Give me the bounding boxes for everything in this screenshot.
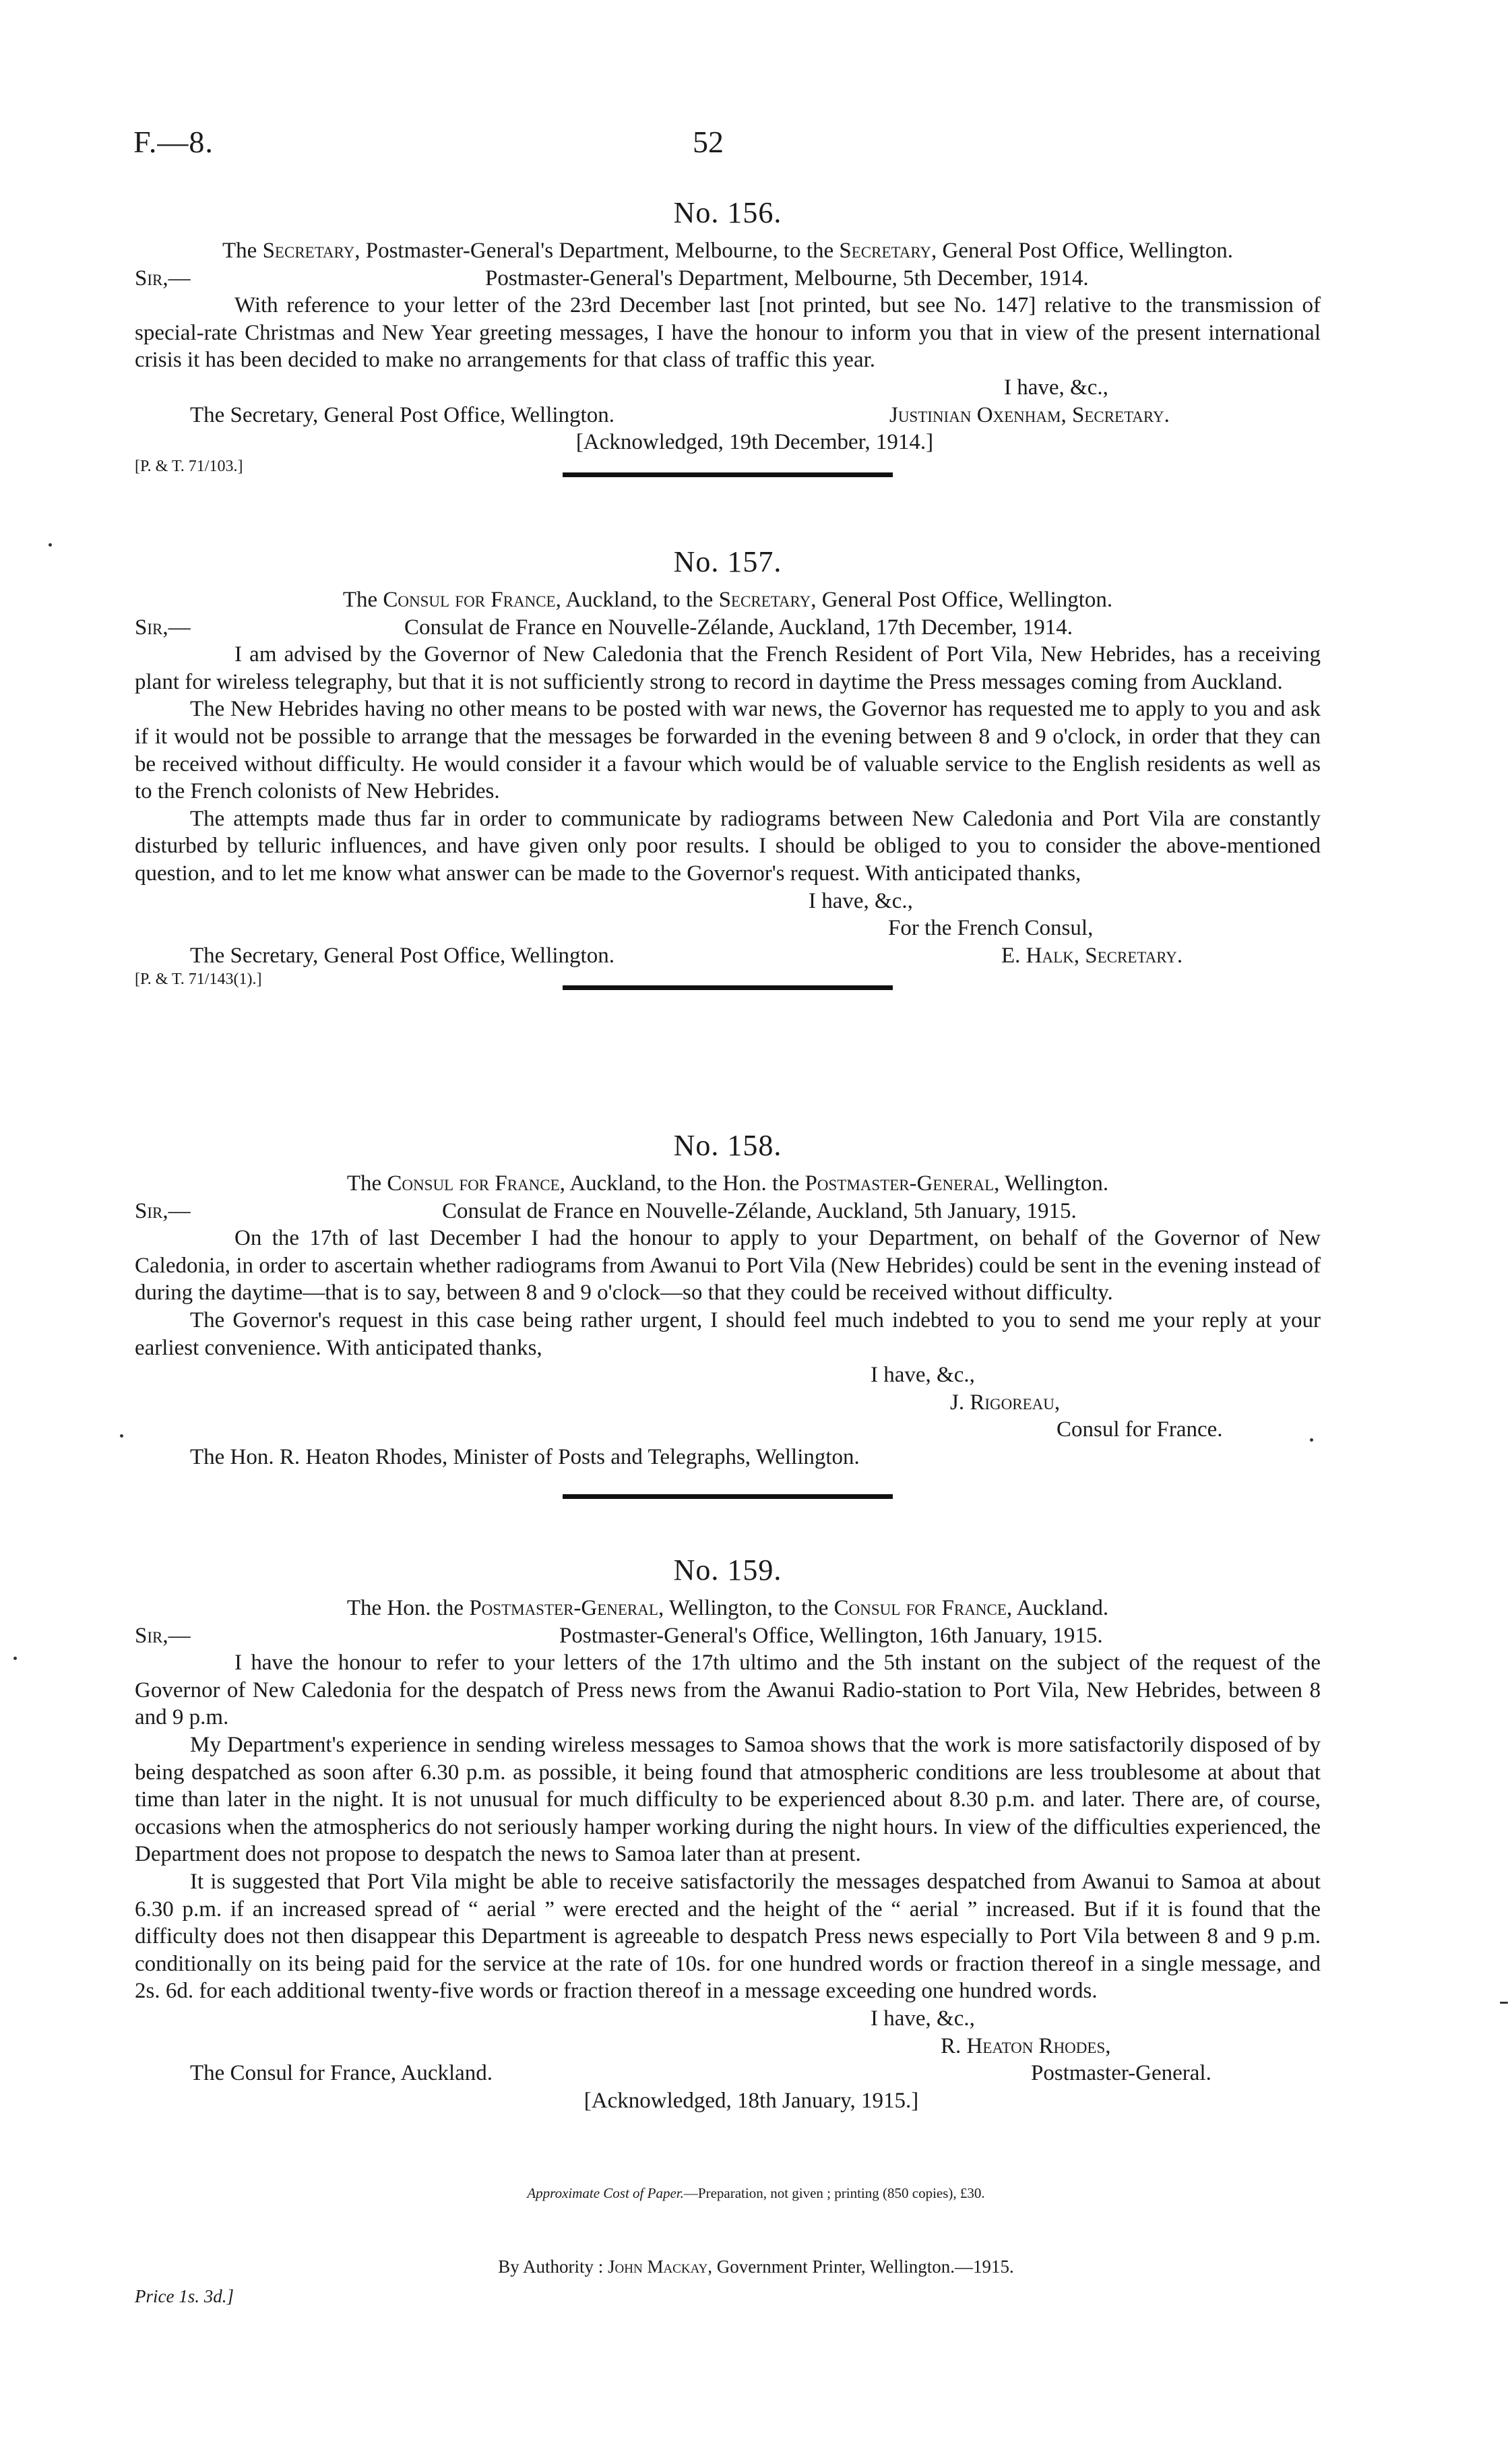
closing: I have, &c., [871, 1363, 975, 1388]
paragraph: I have the honour to refer to your letters of the 17th ultimo and the 5th instant on the subject of the request of the Governor of New Caledonia for the despatch of Press news from the Awanui Radio-station to Port Vila, New Hebrides, between 8 and 9 p.m. [135, 1651, 1321, 1730]
signature-line [135, 2060, 1321, 2087]
addressee: The Hon. R. Heaton Rhodes, Minister of Posts and Telegraphs, Wellington. [190, 1444, 860, 1469]
letter-158 [135, 1123, 1321, 1514]
paragraph: The Governor's request in this case being rather urgent, I should feel much indebted to you to send me your reply at your earliest convenience. With anticipated thanks, [135, 1308, 1321, 1360]
signature: E. Halk, Secretary. [1001, 943, 1183, 968]
acknowledged-note: [Acknowledged, 19th December, 1914.] [575, 430, 934, 455]
signature-line [135, 942, 1321, 970]
print-speck [13, 1657, 17, 1660]
section-divider [563, 472, 893, 477]
dateline [135, 1622, 1321, 1650]
section-divider [563, 985, 893, 990]
letter-date: Consulat de France en Nouvelle-Zélande, Auckland, 17th December, 1914. [404, 615, 1073, 640]
paragraph: My Department's experience in sending wireless messages to Samoa shows that the work is more satisfactorily disposed of by being despatched as soon after 6.30 p.m. as possible, it being found that atmospheric conditions are less troublesome at about that time than later in the night. It is not unusual for much difficulty to be experienced about 8.30 p.m. and later. There are, of course, occasions when the atmospherics do not seriously hamper working during the night hours. In view of the difficulties experienced, the Department does not propose to despatch the news to Samoa later than at present. [135, 1732, 1321, 1867]
signature-title: Postmaster-General. [1031, 2061, 1211, 2086]
price-note: Price 1s. 3d.] [135, 2286, 234, 2306]
cost-text: —Preparation, not given ; printing (850 copies), £30. [683, 2185, 985, 2201]
paragraph: I am advised by the Governor of New Caledonia that the French Resident of Port Vila, New Hebrides, has a receiving plant for wireless telegraphy, but that it is not sufficiently strong to record in daytime the Press messages coming from Auckland. [135, 642, 1321, 694]
dateline [135, 614, 1321, 642]
letter-number: No. 158. [673, 1129, 782, 1162]
printer-name: John Mackay [608, 2256, 708, 2277]
page-number: 52 [693, 125, 724, 159]
closing: I have, &c., [809, 888, 913, 913]
cost-label: Approximate Cost of Paper. [527, 2185, 684, 2201]
file-reference: [P. & T. 71/103.] [135, 457, 243, 475]
acknowledged-note: [Acknowledged, 18th January, 1915.] [584, 2088, 919, 2113]
salutation: Sir,— [135, 615, 191, 640]
signature-line [135, 402, 1321, 429]
paragraph: With reference to your letter of the 23rd December last [not printed, but see No. 147] relative to the transmission of special-rate Christmas and New Year greeting messages, I have the honour to inform you that in view of the present international crisis it has been decided to make no arrangements for that class of traffic this year. [135, 293, 1321, 373]
paragraph: On the 17th of last December I had the honour to apply to your Department, on behalf of the Governor of New Caledonia, in order to ascertain whether radiograms from Awanui to Port Vila (New Hebrides) could be sent in the evening instead of during the daytime—that is to say, between 8 and 9 o'clock—so that they could be received without difficulty. [135, 1226, 1321, 1305]
addressee: The Secretary, General Post Office, Wellington. [190, 943, 615, 968]
letter-date: Consulat de France en Nouvelle-Zélande, Auckland, 5th January, 1915. [442, 1198, 1077, 1223]
dateline [135, 265, 1321, 293]
closing-capacity: For the French Consul, [888, 916, 1094, 941]
addressee: The Consul for France, Auckland. [190, 2061, 493, 2086]
print-speck [120, 1434, 123, 1438]
signature-name: R. Heaton Rhodes, [941, 2033, 1111, 2058]
signature: Justinian Oxenham, Secretary. [889, 402, 1170, 427]
salutation: Sir,— [135, 1198, 191, 1223]
letter-title: The Hon. the Postmaster-General, Wellington, to the Consul for France, Auckland. [346, 1596, 1109, 1620]
letter-159 [135, 1547, 1321, 2114]
cost-note [0, 2185, 1512, 2202]
letter-title: The Secretary, Postmaster-General's Department, Melbourne, to the Secretary, General Post Office, Wellington. [222, 239, 1233, 263]
paragraph: The New Hebrides having no other means to be posted with war news, the Governor has requested me to apply to you and ask if it would not be possible to arrange that the messages be forwarded in the evening between 8 and 9 o'clock, in order that they can be received without difficulty. He would consider it a favour which would be of valuable service to the English residents as well as to the French colonists of New Hebrides. [135, 697, 1321, 804]
letter-number: No. 157. [673, 545, 782, 578]
file-reference: [P. & T. 71/143(1).] [135, 971, 262, 989]
letter-title: The Consul for France, Auckland, to the Hon. the Postmaster-General, Wellington. [346, 1171, 1109, 1196]
letter-157 [135, 539, 1321, 1005]
paragraph: It is suggested that Port Vila might be able to receive satisfactorily the messages despatched from Awanui to Samoa at about 6.30 p.m. if an increased spread of “ aerial ” were erected and the height of the “ aerial ” increased. But if it is found that the difficulty does not then disappear this Department is agreeable to despatch Press news especially to Port Vila between 8 and 9 p.m. conditionally on its being paid for the service at the rate of 10s. for one hundred words or fraction thereof in a single message, and 2s. 6d. for each additional twenty-five words or fraction thereof in a message exceeding one hundred words. [135, 1869, 1321, 2004]
signature-name: J. Rigoreau, [950, 1390, 1061, 1415]
printer-authority: By Authority : John Mackay, Government Printer, Wellington.—1915. [498, 2256, 1014, 2277]
letter-date: Postmaster-General's Department, Melbourne, 5th December, 1914. [485, 266, 1089, 290]
print-speck [49, 543, 52, 547]
section-divider [563, 1494, 893, 1499]
addressee: The Secretary, General Post Office, Wellington. [190, 402, 615, 427]
letter-date: Postmaster-General's Office, Wellington, 16th January, 1915. [559, 1623, 1103, 1648]
letter-number: No. 159. [673, 1554, 782, 1587]
salutation: Sir,— [135, 1623, 191, 1648]
paragraph: The attempts made thus far in order to communicate by radiograms between New Caledonia and Port Vila are constantly disturbed by telluric influences, and have given only poor results. I should be obliged to you to consider the above-mentioned question, and to let me know what answer can be made to the Governor's request. With anticipated thanks, [135, 806, 1321, 886]
letter-number: No. 156. [673, 196, 782, 229]
closing: I have, &c., [871, 2006, 975, 2031]
dateline [135, 1198, 1321, 1225]
print-speck [1310, 1438, 1313, 1442]
signature-title: Consul for France. [1057, 1417, 1223, 1442]
print-speck [1500, 2002, 1508, 2004]
salutation: Sir,— [135, 266, 191, 290]
letter-156 [135, 190, 1321, 492]
section-code: F.—8. [133, 125, 214, 159]
closing: I have, &c., [1004, 375, 1108, 400]
letter-title: The Consul for France, Auckland, to the Secretary, General Post Office, Wellington. [342, 588, 1113, 612]
